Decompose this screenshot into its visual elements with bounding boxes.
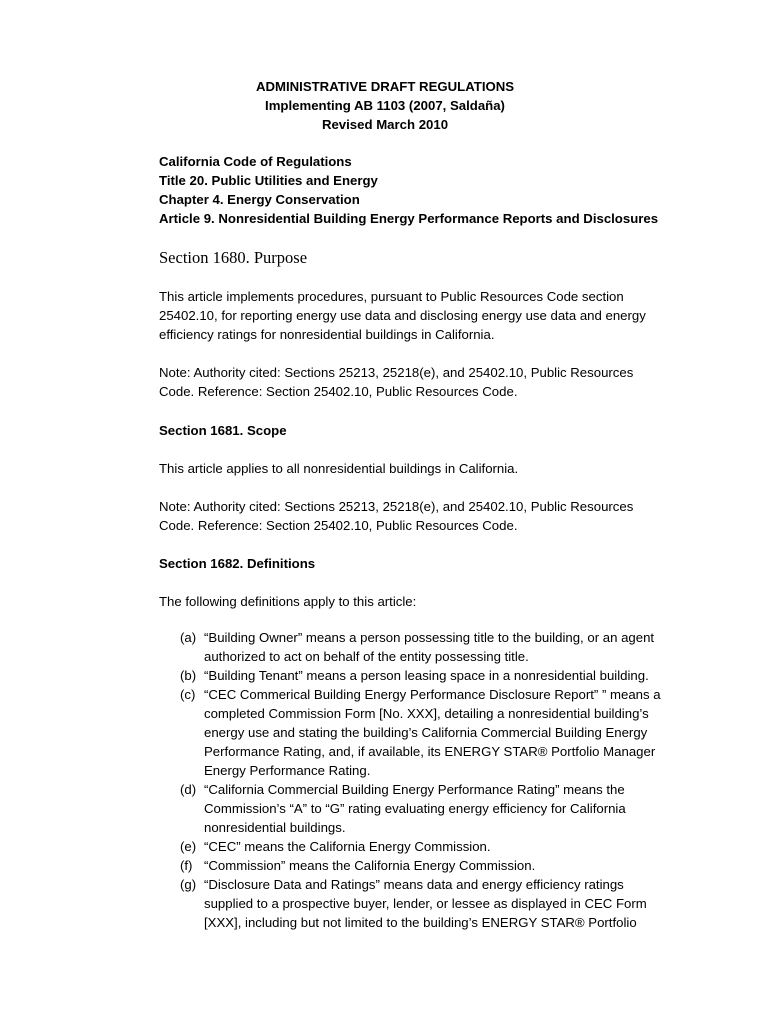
section-1682-title: Section 1682. Definitions [159, 556, 316, 571]
code-title: Title 20. Public Utilities and Energy [159, 173, 378, 188]
section-1681-note [159, 497, 689, 535]
code-chapter: Chapter 4. Energy Conservation [159, 192, 360, 207]
definitions-list [180, 628, 700, 932]
section-1682-intro [159, 592, 689, 611]
list-marker: (b) [180, 668, 197, 683]
definition-line: “Commission” means the California Energy Commission. [204, 858, 536, 873]
header-subtitle: Implementing AB 1103 (2007, Saldaña) [265, 98, 505, 113]
list-marker: (e) [180, 839, 197, 854]
definition-line: “California Commercial Building Energy Performance Rating” means the [204, 782, 625, 797]
definition-line: energy use and stating the building’s California Commercial Building Energy [204, 725, 648, 740]
definition-line: nonresidential buildings. [204, 820, 346, 835]
section-1680-note [159, 363, 689, 401]
note-line: Note: Authority cited: Sections 25213, 25218(e), and 25402.10, Public Resources [159, 365, 634, 380]
header-revision-date: Revised March 2010 [321, 117, 449, 132]
list-item [180, 628, 700, 666]
definition-line: “CEC” means the California Energy Commission. [204, 839, 491, 854]
list-marker: (f) [180, 858, 193, 873]
paragraph-line: The following definitions apply to this article: [159, 594, 417, 609]
list-marker: (g) [180, 877, 197, 892]
section-1680-title: Section 1680. Purpose [159, 248, 308, 267]
note-line: Note: Authority cited: Sections 25213, 25218(e), and 25402.10, Public Resources [159, 499, 634, 514]
section-1680-body [159, 287, 689, 344]
list-marker: (d) [180, 782, 197, 797]
definition-line: Commission’s “A” to “G” rating evaluating energy efficiency for California [204, 801, 626, 816]
section-1681-title: Section 1681. Scope [159, 423, 287, 438]
code-name: California Code of Regulations [159, 154, 352, 169]
list-item [180, 780, 700, 837]
code-citation-block [159, 152, 658, 228]
definition-line: completed Commission Form [No. XXX], detailing a nonresidential building’s [204, 706, 649, 721]
definition-line: Energy Performance Rating. [204, 763, 371, 778]
note-line: Code. Reference: Section 25402.10, Public Resources Code. [159, 518, 518, 533]
definition-line: supplied to a prospective buyer, lender, or lessee as displayed in CEC Form [204, 896, 647, 911]
document-header [0, 77, 770, 134]
list-marker: (c) [180, 687, 196, 702]
code-article: Article 9. Nonresidential Building Energy Performance Reports and Disclosures [159, 211, 659, 226]
section-1681-body [159, 459, 689, 478]
definition-line: Performance Rating, and, if available, its ENERGY STAR® Portfolio Manager [204, 744, 656, 759]
paragraph-line: This article applies to all nonresidential buildings in California. [159, 461, 519, 476]
list-item [180, 666, 700, 685]
list-item [180, 685, 700, 780]
list-marker: (a) [180, 630, 197, 645]
list-item [180, 856, 700, 875]
list-item [180, 875, 700, 932]
paragraph-line: efficiency ratings for nonresidential buildings in California. [159, 327, 495, 342]
definition-line: “CEC Commerical Building Energy Performance Disclosure Report” ” means a [204, 687, 661, 702]
paragraph-line: 25402.10, for reporting energy use data and disclosing energy use data and energy [159, 308, 646, 323]
note-line: Code. Reference: Section 25402.10, Public Resources Code. [159, 384, 518, 399]
definition-line: “Disclosure Data and Ratings” means data and energy efficiency ratings [204, 877, 624, 892]
definition-line: “Building Owner” means a person possessing title to the building, or an agent [204, 630, 655, 645]
definition-line: “Building Tenant” means a person leasing space in a nonresidential building. [204, 668, 649, 683]
list-item [180, 837, 700, 856]
definition-line: authorized to act on behalf of the entity possessing title. [204, 649, 529, 664]
header-title: ADMINISTRATIVE DRAFT REGULATIONS [255, 79, 515, 94]
paragraph-line: This article implements procedures, pursuant to Public Resources Code section [159, 289, 624, 304]
definition-line: [XXX], including but not limited to the building’s ENERGY STAR® Portfolio [204, 915, 637, 930]
